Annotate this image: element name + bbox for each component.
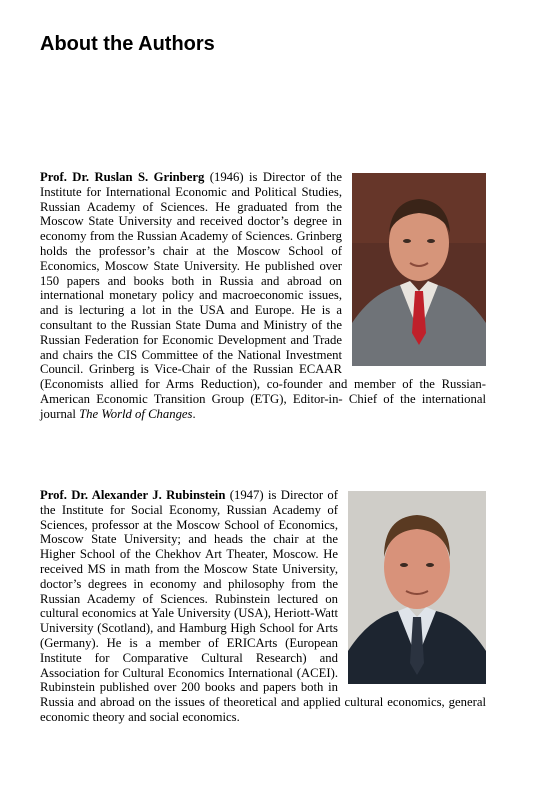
author-bio-rubinstein — [40, 488, 486, 725]
portrait-illustration — [348, 491, 486, 684]
author-name-rubinstein: Prof. Dr. Alexander J. Rubinstein — [40, 488, 226, 502]
author-text-rubinstein: (1947) is Director of the Institute for Social Economy, Russian Academy of Sciences, professor at the Moscow School of Economics, Moscow State University; and heads the chair at the Higher School of the Chekhov Art Theater, Moscow. He received MS in math from the Moscow State University, doctor’s degrees in economy and philosophy from the Russian Academy of Sciences. Rubinstein lectured on cultural economics at Yale University (USA), Heriott-Watt University (Scotland), and Hamburg High School for Arts (Germany). He is a member of ERICArts (European Institute for Comparative Cultural Research) and Association for Cultural Economics International (ACEI). Rubinstein published over 200 books and papers both in Russia and abroad on the issues of theoretical and applied cultural economics, general economic theory and social economics. — [40, 488, 486, 724]
author-bio-grinberg — [40, 170, 486, 422]
author-name-grinberg: Prof. Dr. Ruslan S. Grinberg — [40, 170, 205, 184]
portrait-illustration — [352, 173, 486, 366]
author-photo-rubinstein — [348, 491, 486, 684]
author-photo-grinberg — [352, 173, 486, 366]
author-text-grinberg: (1946) is Director of the Institute for International Economic and Political Studies, Russian Academy of Sciences. He graduated from the Moscow State University and received doctor’s degree in economy from the Russian Academy of Sciences. Grinberg holds the professor’s chair at the Moscow School of Economics, Moscow State University. He published over 150 papers and books both in Russia and abroad on international monetary policy and macroeconomic issues, and is lecturing a lot in the USA and Europe. He is a consultant to the Russian State Duma and Ministry of the Russian Federation for Economic Development and Trade and chairs the CIS Committee of the National Investment Council. Grinberg is Vice-Chair of the Russian ECAAR (Economists allied for Arms Reduction), co-founder and member of the Russian-American Economic Transition Group (ETG), Editor-in- Chief of the international journal — [40, 170, 486, 421]
author-text-grinberg-end: . — [192, 406, 196, 421]
journal-title: The World of Changes — [79, 406, 193, 421]
page-title: About the Authors — [40, 33, 215, 55]
